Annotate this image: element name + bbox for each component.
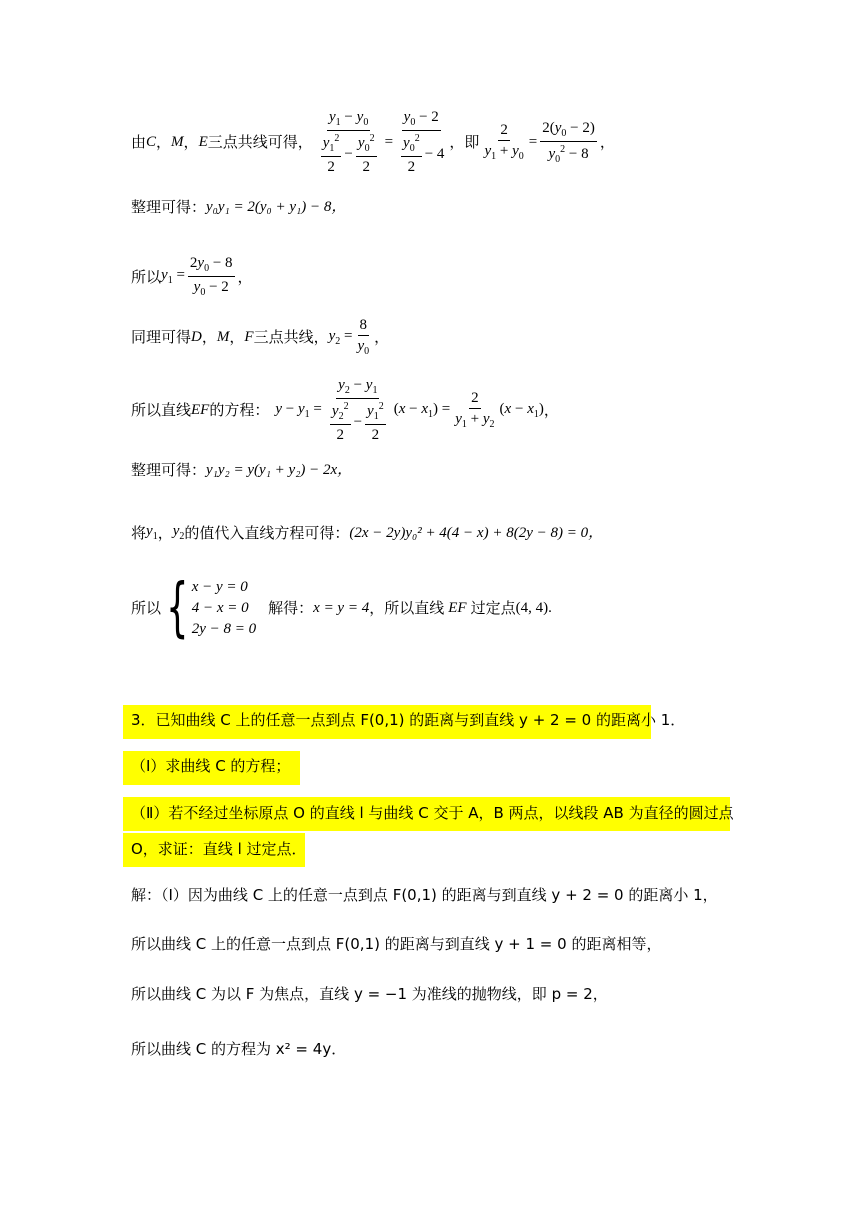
math-var: EF (191, 402, 210, 418)
fraction-2-over-sum: $\frac{2}{y_1 + y_0}$ (484, 122, 524, 162)
problem-text: O，求证：直线 l 过定点． (131, 840, 307, 858)
collinear-cme-line: 由 C ， M ， E 三点共线可得， $y_1 - y_0$ $\frac{y_1^2}{2}$ − $\frac{y_0^2}{2}$ = $y_0 - 2$ $\frac{y_0^2}{2}$ − 4 ，即 $\frac{2}{y_1 + y_0}$ = $\frac{2(y_0 - 2)}{y_0^2 - 8}$ ， (131, 109, 615, 175)
substitute-line: 将 $y_1$ ， $y_2$ 的值代入直线方程可得： (2x − 2y)y₀² + 4(4 − x) + 8(2y − 8) = 0， (131, 523, 604, 542)
fixed-point: (4, 4) (515, 599, 549, 616)
y1-expression-line: 所以 $y_1$ = $\frac{2y_0 - 8}{y_0 - 2}$ ， (131, 255, 253, 298)
solution-text: 所以曲线 C 的方程为 x² = 4y． (131, 1040, 347, 1058)
text-segment: 三点共线， (253, 328, 329, 346)
math-var: M (171, 134, 184, 150)
text-segment: 同理可得 (131, 328, 192, 346)
text-segment: 整理可得： (131, 461, 207, 479)
problem-3-part-ii-a (131, 806, 734, 821)
equation: x = y = 4 (313, 599, 370, 616)
ef-slope-fraction: $y_2 - y_1$ $\frac{y_2^2}{2}$ − $\frac{y_1^2}{2}$ (331, 377, 384, 443)
line-ef-equation: 所以直线 EF 的方程： $y - y_1$ = $y_2 - y_1$ $\frac{y_2^2}{2}$ − $\frac{y_1^2}{2}$ $(x - x_1)$ = $\frac{2}{y_1 + y_2}$ $(x - x_1)$ ， (131, 377, 559, 443)
system-eq-3: 2y − 8 = 0 (191, 620, 257, 637)
y2-fraction: $\frac{8}{y_0}$ (357, 317, 370, 357)
text-segment: 所以直线 (131, 401, 192, 419)
solution-text: 解：（Ⅰ）因为曲线 C 上的任意一点到点 F(0,1) 的距离与到直线 y + 2 = 0 的距离小 1， (131, 886, 718, 904)
solution-text: 所以曲线 C 为以 F 为焦点，直线 y = −1 为准线的抛物线，即 p = 2， (131, 985, 608, 1003)
collinear-dmf-line: 同理可得 D ， M ， F 三点共线， $y_2$ = $\frac{8}{y_0}$ ， (131, 317, 390, 357)
problem-3-statement (131, 713, 685, 728)
system-eq-1: x − y = 0 (191, 578, 248, 595)
equation-system (192, 580, 256, 637)
problem-text: （Ⅰ）求曲线 C 的方程； (131, 757, 291, 775)
text-segment: ，所以直线 (369, 598, 445, 617)
solution-line-1 (131, 888, 718, 903)
slope-fraction-2: $y_0 - 2$ $\frac{y_0^2}{2}$ − 4 (403, 109, 445, 175)
text-segment: ， (599, 133, 615, 151)
ef-slope-simplified: $\frac{2}{y_1 + y_2}$ (455, 390, 495, 430)
equation: y₀y₁ = 2(y₀ + y₁) − 8， (206, 199, 347, 215)
equation: y₁y₂ = y(y₁ + y₂) − 2x， (206, 462, 353, 478)
problem-text: 3．已知曲线 C 上的任意一点到点 F(0,1) 的距离与到直线 y + 2 = 0 的距离小 1． (131, 711, 686, 729)
text-segment: ，即 (449, 133, 480, 151)
solution-text: 所以曲线 C 上的任意一点到点 F(0,1) 的距离与到直线 y + 1 = 0 的距离相等， (131, 935, 662, 953)
problem-3-part-ii-b (131, 842, 307, 857)
system-eq-2: 4 − x = 0 (191, 599, 249, 616)
text-segment: 所以 (131, 598, 162, 617)
text-segment: 解得： (268, 598, 314, 617)
left-brace-icon: { (166, 571, 189, 645)
text-segment: 的值代入直线方程可得： (184, 523, 350, 542)
text-segment: 将 (131, 523, 147, 542)
fraction-rhs: $\frac{2(y_0 - 2)}{y_0^2 - 8}$ (542, 119, 595, 165)
solution-line-4 (131, 1042, 346, 1057)
system-line: 所以 { x − y = 0 4 − x = 0 2y − 8 = 0 解得： x = y = 4 ，所以直线 EF 过定点 (4, 4) . (131, 571, 552, 645)
text-segment: 所以 (131, 267, 162, 286)
simplify-line-2 (131, 463, 352, 478)
text-segment: 整理可得： (131, 198, 207, 216)
problem-3-part-i (131, 759, 290, 774)
y1-fraction: $\frac{2y_0 - 8}{y_0 - 2}$ (189, 255, 233, 298)
problem-text: （Ⅱ）若不经过坐标原点 O 的直线 l 与曲线 C 交于 A，B 两点，以线段 AB 为直径的圆过点 (131, 804, 734, 822)
text-segment: 由 (131, 133, 147, 151)
math-var: C (146, 134, 157, 150)
text-segment: 过定点 (470, 598, 516, 617)
solution-line-2 (131, 937, 661, 952)
text-segment: 三点共线可得， (207, 133, 313, 151)
period: . (548, 599, 552, 616)
simplify-line-1 (131, 200, 346, 215)
text-segment: 的方程： (209, 401, 270, 419)
math-var: E (198, 134, 208, 150)
slope-fraction: $y_1 - y_0$ $\frac{y_1^2}{2}$ − $\frac{y_0^2}{2}$ (322, 109, 375, 175)
solution-line-3 (131, 987, 608, 1002)
equation: (2x − 2y)y₀² + 4(4 − x) + 8(2y − 8) = 0， (349, 524, 604, 541)
